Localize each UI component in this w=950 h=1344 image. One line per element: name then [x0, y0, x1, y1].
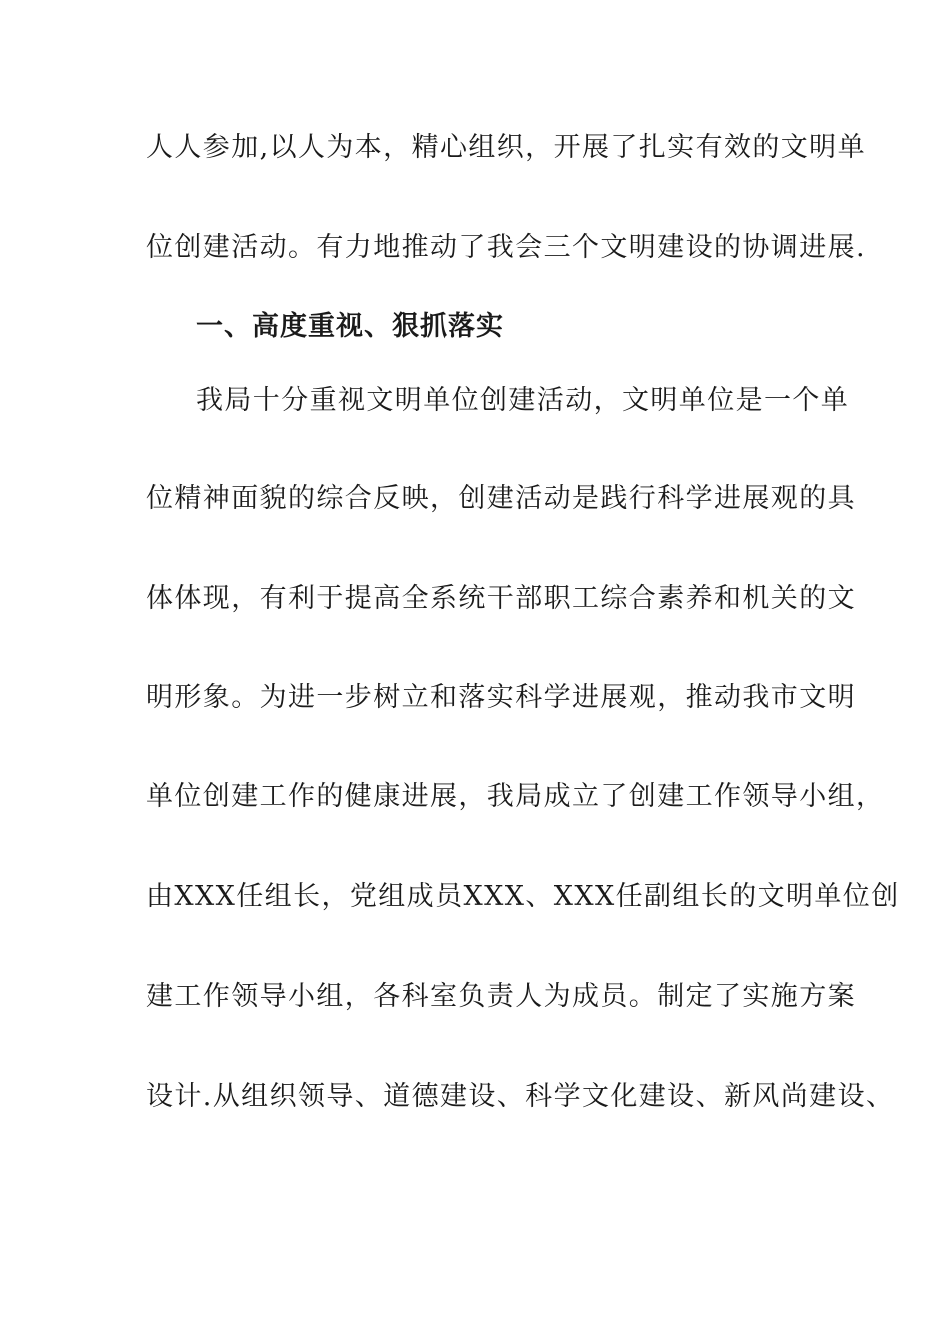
body-line-1: 人人参加,以人为本，精心组织，开展了扎实有效的文明单	[146, 132, 866, 163]
body-line-3: 我局十分重视文明单位创建活动，文明单位是一个单	[196, 385, 850, 416]
body-line-10: 设计.从组织领导、道德建设、科学文化建设、新风尚建设、	[146, 1081, 895, 1112]
body-line-6: 明形象。为进一步树立和落实科学进展观，推动我市文明	[146, 682, 856, 713]
section-heading: 一、高度重视、狠抓落实	[196, 311, 504, 342]
body-line-5: 体体现，有利于提高全系统干部职工综合素养和机关的文	[146, 583, 856, 614]
body-line-9: 建工作领导小组，各科室负责人为成员。制定了实施方案	[146, 981, 856, 1012]
body-line-4: 位精神面貌的综合反映，创建活动是践行科学进展观的具	[146, 483, 856, 514]
body-line-8: 由XXX任组长，党组成员XXX、XXX任副组长的文明单位创	[146, 881, 900, 912]
body-line-7: 单位创建工作的健康进展，我局成立了创建工作领导小组，	[146, 781, 885, 812]
body-line-2: 位创建活动。有力地推动了我会三个文明建设的协调进展.	[146, 232, 866, 263]
